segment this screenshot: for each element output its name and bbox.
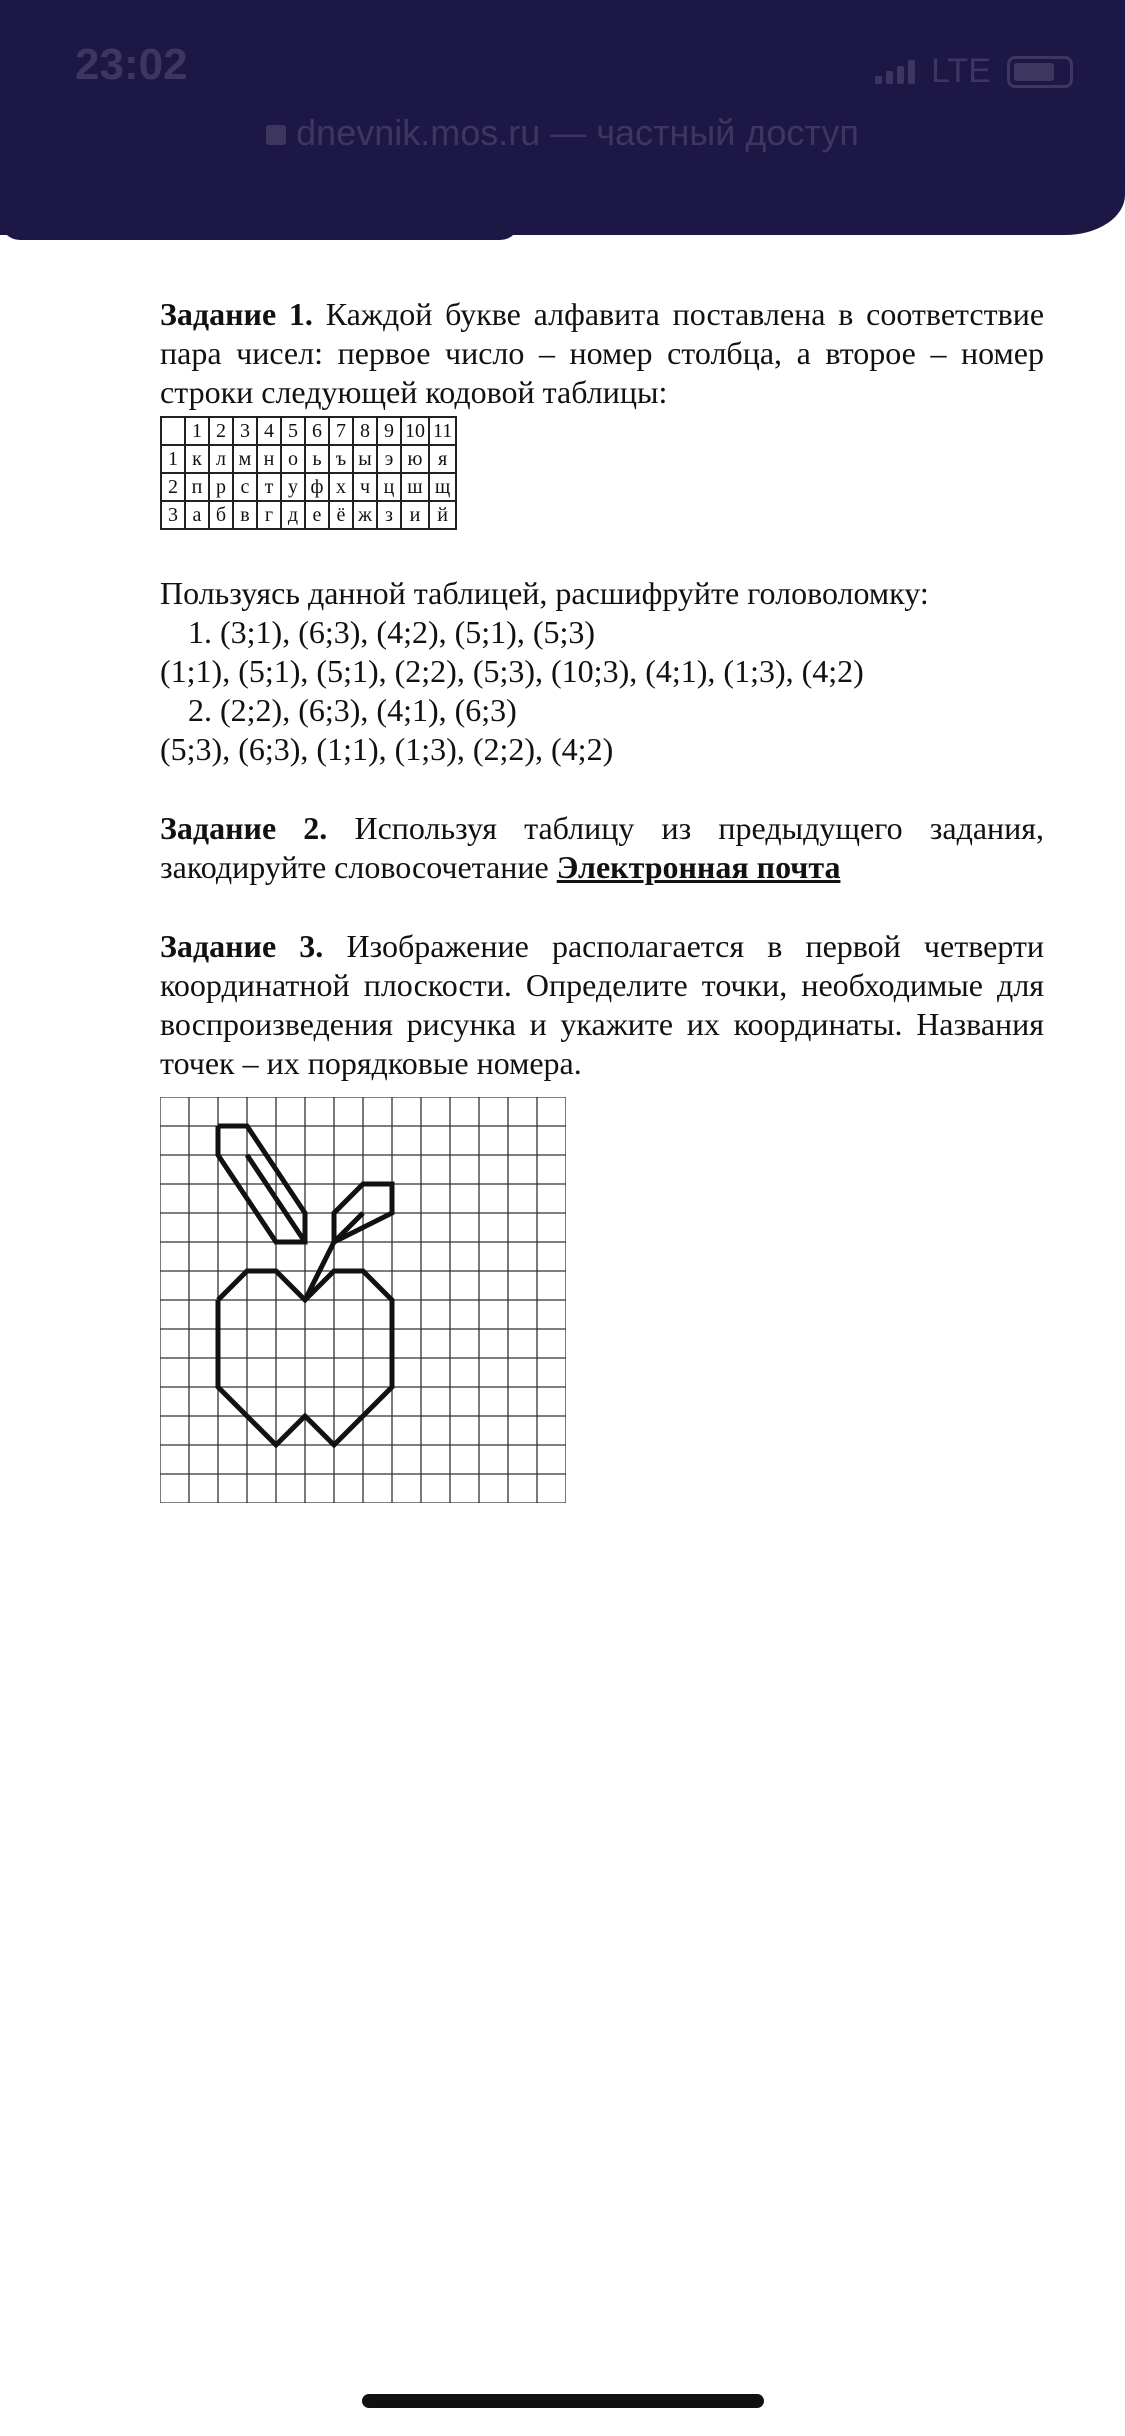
- task1-text: Каждой букве алфавита поставлена в соответствие пара чисел: первое число – номер столбца, а второе – номер строки следующей кодовой таблицы:: [160, 296, 1045, 410]
- code-table-cell: а: [185, 501, 209, 529]
- code-table-cell: 4: [257, 417, 281, 445]
- task2-label: Задание 2.: [160, 810, 328, 846]
- code-table-cell: ж: [353, 501, 377, 529]
- puzzle-1-line-1: 1. (3;1), (6;3), (4;2), (5;1), (5;3): [188, 614, 596, 650]
- code-table-cell: ь: [305, 445, 329, 473]
- puzzle-2-line-1: 2. (2;2), (6;3), (4;1), (6;3): [188, 692, 517, 728]
- code-table-cell: д: [281, 501, 305, 529]
- code-table-cell: я: [429, 445, 456, 473]
- document-content: [160, 295, 1044, 1083]
- code-table-cell: ц: [377, 473, 401, 501]
- code-table-cell: 11: [429, 417, 456, 445]
- code-table-cell: о: [281, 445, 305, 473]
- battery-icon: [1007, 56, 1073, 88]
- code-table-cell: 8: [353, 417, 377, 445]
- signal-icon: [875, 60, 915, 84]
- code-table: [160, 416, 457, 530]
- apple-grid-drawing: [160, 1097, 566, 1503]
- code-table-cell: [161, 417, 185, 445]
- code-table-cell: ш: [401, 473, 429, 501]
- status-indicators: [875, 52, 1073, 91]
- code-table-row: [161, 473, 456, 501]
- code-table-cell: у: [281, 473, 305, 501]
- code-table-cell: ы: [353, 445, 377, 473]
- address-bar[interactable]: [0, 112, 1125, 154]
- puzzle-2-line-2: (5;3), (6;3), (1;1), (1;3), (2;2), (4;2): [160, 731, 614, 767]
- code-table-cell: 1: [161, 445, 185, 473]
- code-table-cell: з: [377, 501, 401, 529]
- puzzle-1-line-2: (1;1), (5;1), (5;1), (2;2), (5;3), (10;3), (4;1), (1;3), (4;2): [160, 653, 864, 689]
- code-table-cell: 3: [161, 501, 185, 529]
- task1-instruction: Пользуясь данной таблицей, расшифруйте головоломку:: [160, 575, 929, 611]
- scribble-stroke: [0, 200, 520, 240]
- code-table-cell: 5: [281, 417, 305, 445]
- task2-paragraph: [160, 809, 1044, 887]
- code-table-cell: е: [305, 501, 329, 529]
- task3-label: Задание 3.: [160, 928, 324, 964]
- spacer: [160, 534, 1044, 574]
- task1-paragraph: [160, 295, 1044, 412]
- home-indicator[interactable]: [362, 2394, 764, 2408]
- code-table-cell: 2: [161, 473, 185, 501]
- code-table-cell: в: [233, 501, 257, 529]
- code-table-cell: к: [185, 445, 209, 473]
- code-table-cell: э: [377, 445, 401, 473]
- task3-text: Изображение располагается в первой четверти координатной плоскости. Определите точки, необходимые для воспроизведения рисунка и укажите их координаты. Названия точек – их порядковые номера.: [160, 928, 1045, 1081]
- code-table-cell: ъ: [329, 445, 353, 473]
- code-table-cell: 6: [305, 417, 329, 445]
- scribbled-status-bar: [0, 0, 1125, 235]
- url-domain: dnevnik.mos.ru: [296, 112, 541, 153]
- code-table-cell: р: [209, 473, 233, 501]
- task2-phrase: Электронная почта: [556, 849, 841, 885]
- scribble-stroke: [480, 150, 1125, 200]
- code-table-cell: ю: [401, 445, 429, 473]
- task1-label: Задание 1.: [160, 296, 313, 332]
- code-table-cell: и: [401, 501, 429, 529]
- code-table-cell: н: [257, 445, 281, 473]
- code-table-cell: 3: [233, 417, 257, 445]
- code-table-row: [161, 445, 456, 473]
- code-table-header: [161, 417, 456, 445]
- code-table-cell: ё: [329, 501, 353, 529]
- network-label: LTE: [931, 52, 991, 90]
- code-table-cell: 1: [185, 417, 209, 445]
- url-suffix: — частный доступ: [540, 112, 859, 153]
- code-table-cell: м: [233, 445, 257, 473]
- code-table-cell: 9: [377, 417, 401, 445]
- spacer: [160, 769, 1044, 809]
- code-table-cell: п: [185, 473, 209, 501]
- code-table-cell: ч: [353, 473, 377, 501]
- code-table-cell: 2: [209, 417, 233, 445]
- code-table-cell: щ: [429, 473, 456, 501]
- code-table-cell: г: [257, 501, 281, 529]
- code-table-cell: й: [429, 501, 456, 529]
- code-table-cell: ф: [305, 473, 329, 501]
- code-table-cell: 7: [329, 417, 353, 445]
- code-table-row: [161, 501, 456, 529]
- task2-text: Используя таблицу из предыдущего задания, закодируйте словосочетание: [160, 810, 1045, 885]
- code-table-cell: т: [257, 473, 281, 501]
- code-table-cell: с: [233, 473, 257, 501]
- code-table-cell: л: [209, 445, 233, 473]
- lock-icon: [266, 125, 286, 145]
- status-time: 23:02: [75, 40, 188, 89]
- code-table-cell: б: [209, 501, 233, 529]
- task3-paragraph: [160, 927, 1044, 1083]
- code-table-cell: х: [329, 473, 353, 501]
- spacer: [160, 887, 1044, 927]
- code-table-cell: 10: [401, 417, 429, 445]
- coordinate-grid-figure: [160, 1097, 566, 1508]
